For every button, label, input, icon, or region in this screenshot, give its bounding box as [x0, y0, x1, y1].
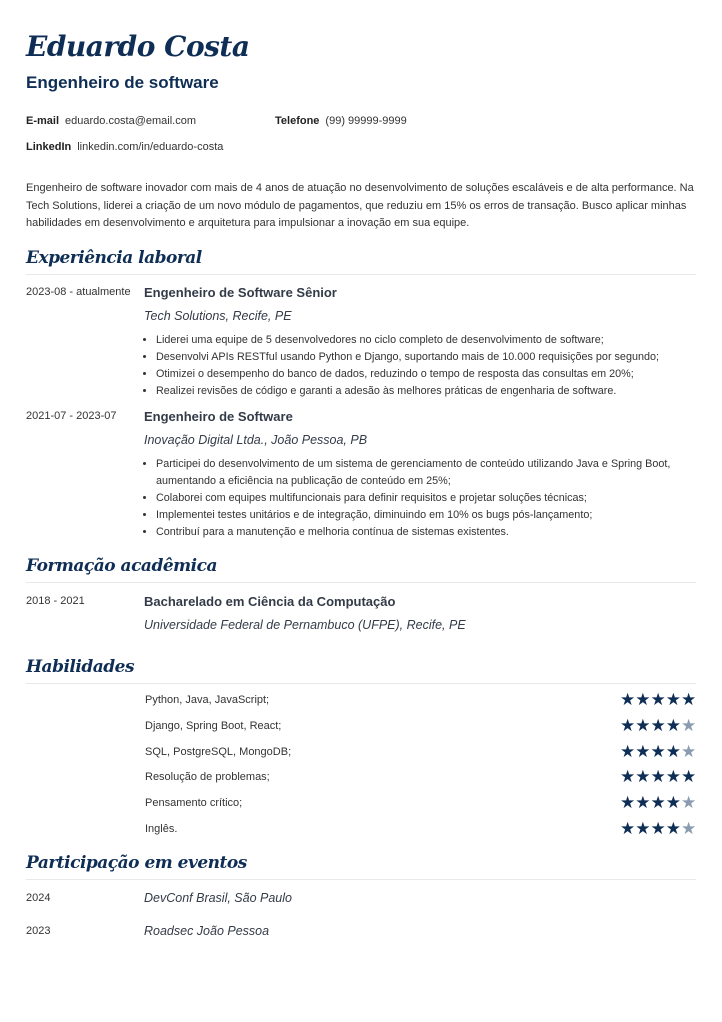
experience-bullets [144, 332, 716, 400]
bullet-item: • Participei do desenvolvimento de um sistema de gerenciamento de conteúdo utilizando Java e Spring Boot, aumentando a eficiência na publicação de conteúdo em 25%; [156, 456, 716, 490]
star-filled-icon: ★ [665, 819, 681, 838]
experience-company: Inovação Digital Ltda., João Pessoa, PB [144, 433, 368, 447]
skill-rating [620, 743, 696, 760]
star-filled-icon: ★ [650, 767, 666, 786]
skill-name: Python, Java, JavaScript; [145, 694, 270, 706]
event-year: 2023 [26, 925, 51, 937]
star-filled-icon: ★ [620, 716, 636, 735]
education-school: Universidade Federal de Pernambuco (UFPE), Recife, PE [144, 618, 466, 632]
star-filled-icon: ★ [620, 793, 636, 812]
contact-linkedin-label: LinkedIn [26, 141, 72, 153]
star-empty-icon: ★ [681, 716, 697, 735]
event-year: 2024 [26, 892, 51, 904]
star-empty-icon: ★ [681, 819, 697, 838]
star-empty-icon: ★ [681, 742, 697, 761]
job-title: Engenheiro de software [26, 73, 219, 92]
star-filled-icon: ★ [635, 793, 651, 812]
star-filled-icon: ★ [681, 690, 697, 709]
skill-name: Pensamento crítico; [145, 797, 243, 809]
skill-name: Resolução de problemas; [145, 771, 270, 783]
skill-name: SQL, PostgreSQL, MongoDB; [145, 746, 292, 758]
event-name: Roadsec João Pessoa [144, 924, 270, 938]
star-filled-icon: ★ [635, 767, 651, 786]
section-title-experience: Experiência laboral [26, 248, 202, 268]
star-filled-icon: ★ [635, 819, 651, 838]
candidate-name: Eduardo Costa [26, 30, 250, 63]
section-title-events: Participação em eventos [26, 853, 247, 873]
star-filled-icon: ★ [665, 742, 681, 761]
contact-email-value: eduardo.costa@email.com [65, 115, 197, 127]
star-filled-icon: ★ [635, 742, 651, 761]
skill-rating [620, 820, 696, 837]
skill-rating [620, 768, 696, 785]
section-divider [26, 582, 696, 583]
section-title-education: Formação acadêmica [26, 556, 217, 576]
star-empty-icon: ★ [681, 793, 697, 812]
bullet-item: • Desenvolvi APIs RESTful usando Python e Django, suportando mais de 10.000 requisições por segundo; [156, 349, 716, 366]
experience-role: Engenheiro de Software [144, 409, 293, 424]
event-name: DevConf Brasil, São Paulo [144, 891, 292, 905]
experience-role: Engenheiro de Software Sênior [144, 285, 337, 300]
education-degree: Bacharelado em Ciência da Computação [144, 594, 396, 609]
star-filled-icon: ★ [620, 742, 636, 761]
section-divider [26, 683, 696, 684]
star-filled-icon: ★ [635, 690, 651, 709]
skill-rating [620, 794, 696, 811]
star-filled-icon: ★ [665, 716, 681, 735]
skill-rating [620, 691, 696, 708]
contact-phone-label: Telefone [275, 115, 320, 127]
skill-rating [620, 717, 696, 734]
skill-name: Django, Spring Boot, React; [145, 720, 282, 732]
bullet-item: • Implementei testes unitários e de integração, diminuindo em 10% os bugs pós-lançamento; [156, 507, 716, 524]
star-filled-icon: ★ [650, 793, 666, 812]
experience-bullets [144, 456, 716, 541]
bullet-item: • Contribuí para a manutenção e melhoria contínua de sistemas existentes. [156, 524, 716, 541]
education-dates: 2018 - 2021 [26, 595, 85, 607]
star-filled-icon: ★ [665, 793, 681, 812]
star-filled-icon: ★ [620, 767, 636, 786]
bullet-item: • Otimizei o desempenho do banco de dados, reduzindo o tempo de resposta das consultas em 20%; [156, 366, 716, 383]
contact-linkedin [26, 141, 223, 153]
experience-dates: 2021-07 - 2023-07 [26, 410, 117, 422]
profile-summary: Engenheiro de software inovador com mais de 4 anos de atuação no desenvolvimento de soluções escaláveis e de alta performance. Na Tech Solutions, liderei a criação de um novo módulo de pagamentos, que reduziu em 15% os erros de transação. Busco aplicar minhas habilidades em desenvolvimento e arquitetura para impulsionar a inovação em sua equipe. [26, 182, 694, 229]
experience-dates: 2023-08 - atualmente [26, 286, 131, 298]
star-filled-icon: ★ [650, 716, 666, 735]
star-filled-icon: ★ [665, 690, 681, 709]
star-filled-icon: ★ [650, 819, 666, 838]
contact-linkedin-value: linkedin.com/in/eduardo-costa [77, 141, 224, 153]
star-filled-icon: ★ [665, 767, 681, 786]
contact-phone [275, 115, 407, 127]
bullet-item: • Liderei uma equipe de 5 desenvolvedores no ciclo completo de desenvolvimento de software; [156, 332, 716, 349]
experience-company: Tech Solutions, Recife, PE [144, 309, 292, 323]
star-filled-icon: ★ [681, 767, 697, 786]
star-filled-icon: ★ [635, 716, 651, 735]
section-divider [26, 274, 696, 275]
contact-email-label: E-mail [26, 115, 60, 127]
skill-name: Inglês. [145, 823, 178, 835]
star-filled-icon: ★ [620, 819, 636, 838]
bullet-item: • Colaborei com equipes multifuncionais para definir requisitos e projetar soluções técnicas; [156, 490, 716, 507]
star-filled-icon: ★ [650, 742, 666, 761]
contact-phone-value: (99) 99999-9999 [325, 115, 407, 127]
star-filled-icon: ★ [650, 690, 666, 709]
contact-email [26, 115, 196, 127]
section-title-skills: Habilidades [26, 657, 135, 677]
section-divider [26, 879, 696, 880]
bullet-item: • Realizei revisões de código e garanti a adesão às melhores práticas de engenharia de software. [156, 383, 716, 400]
star-filled-icon: ★ [620, 690, 636, 709]
